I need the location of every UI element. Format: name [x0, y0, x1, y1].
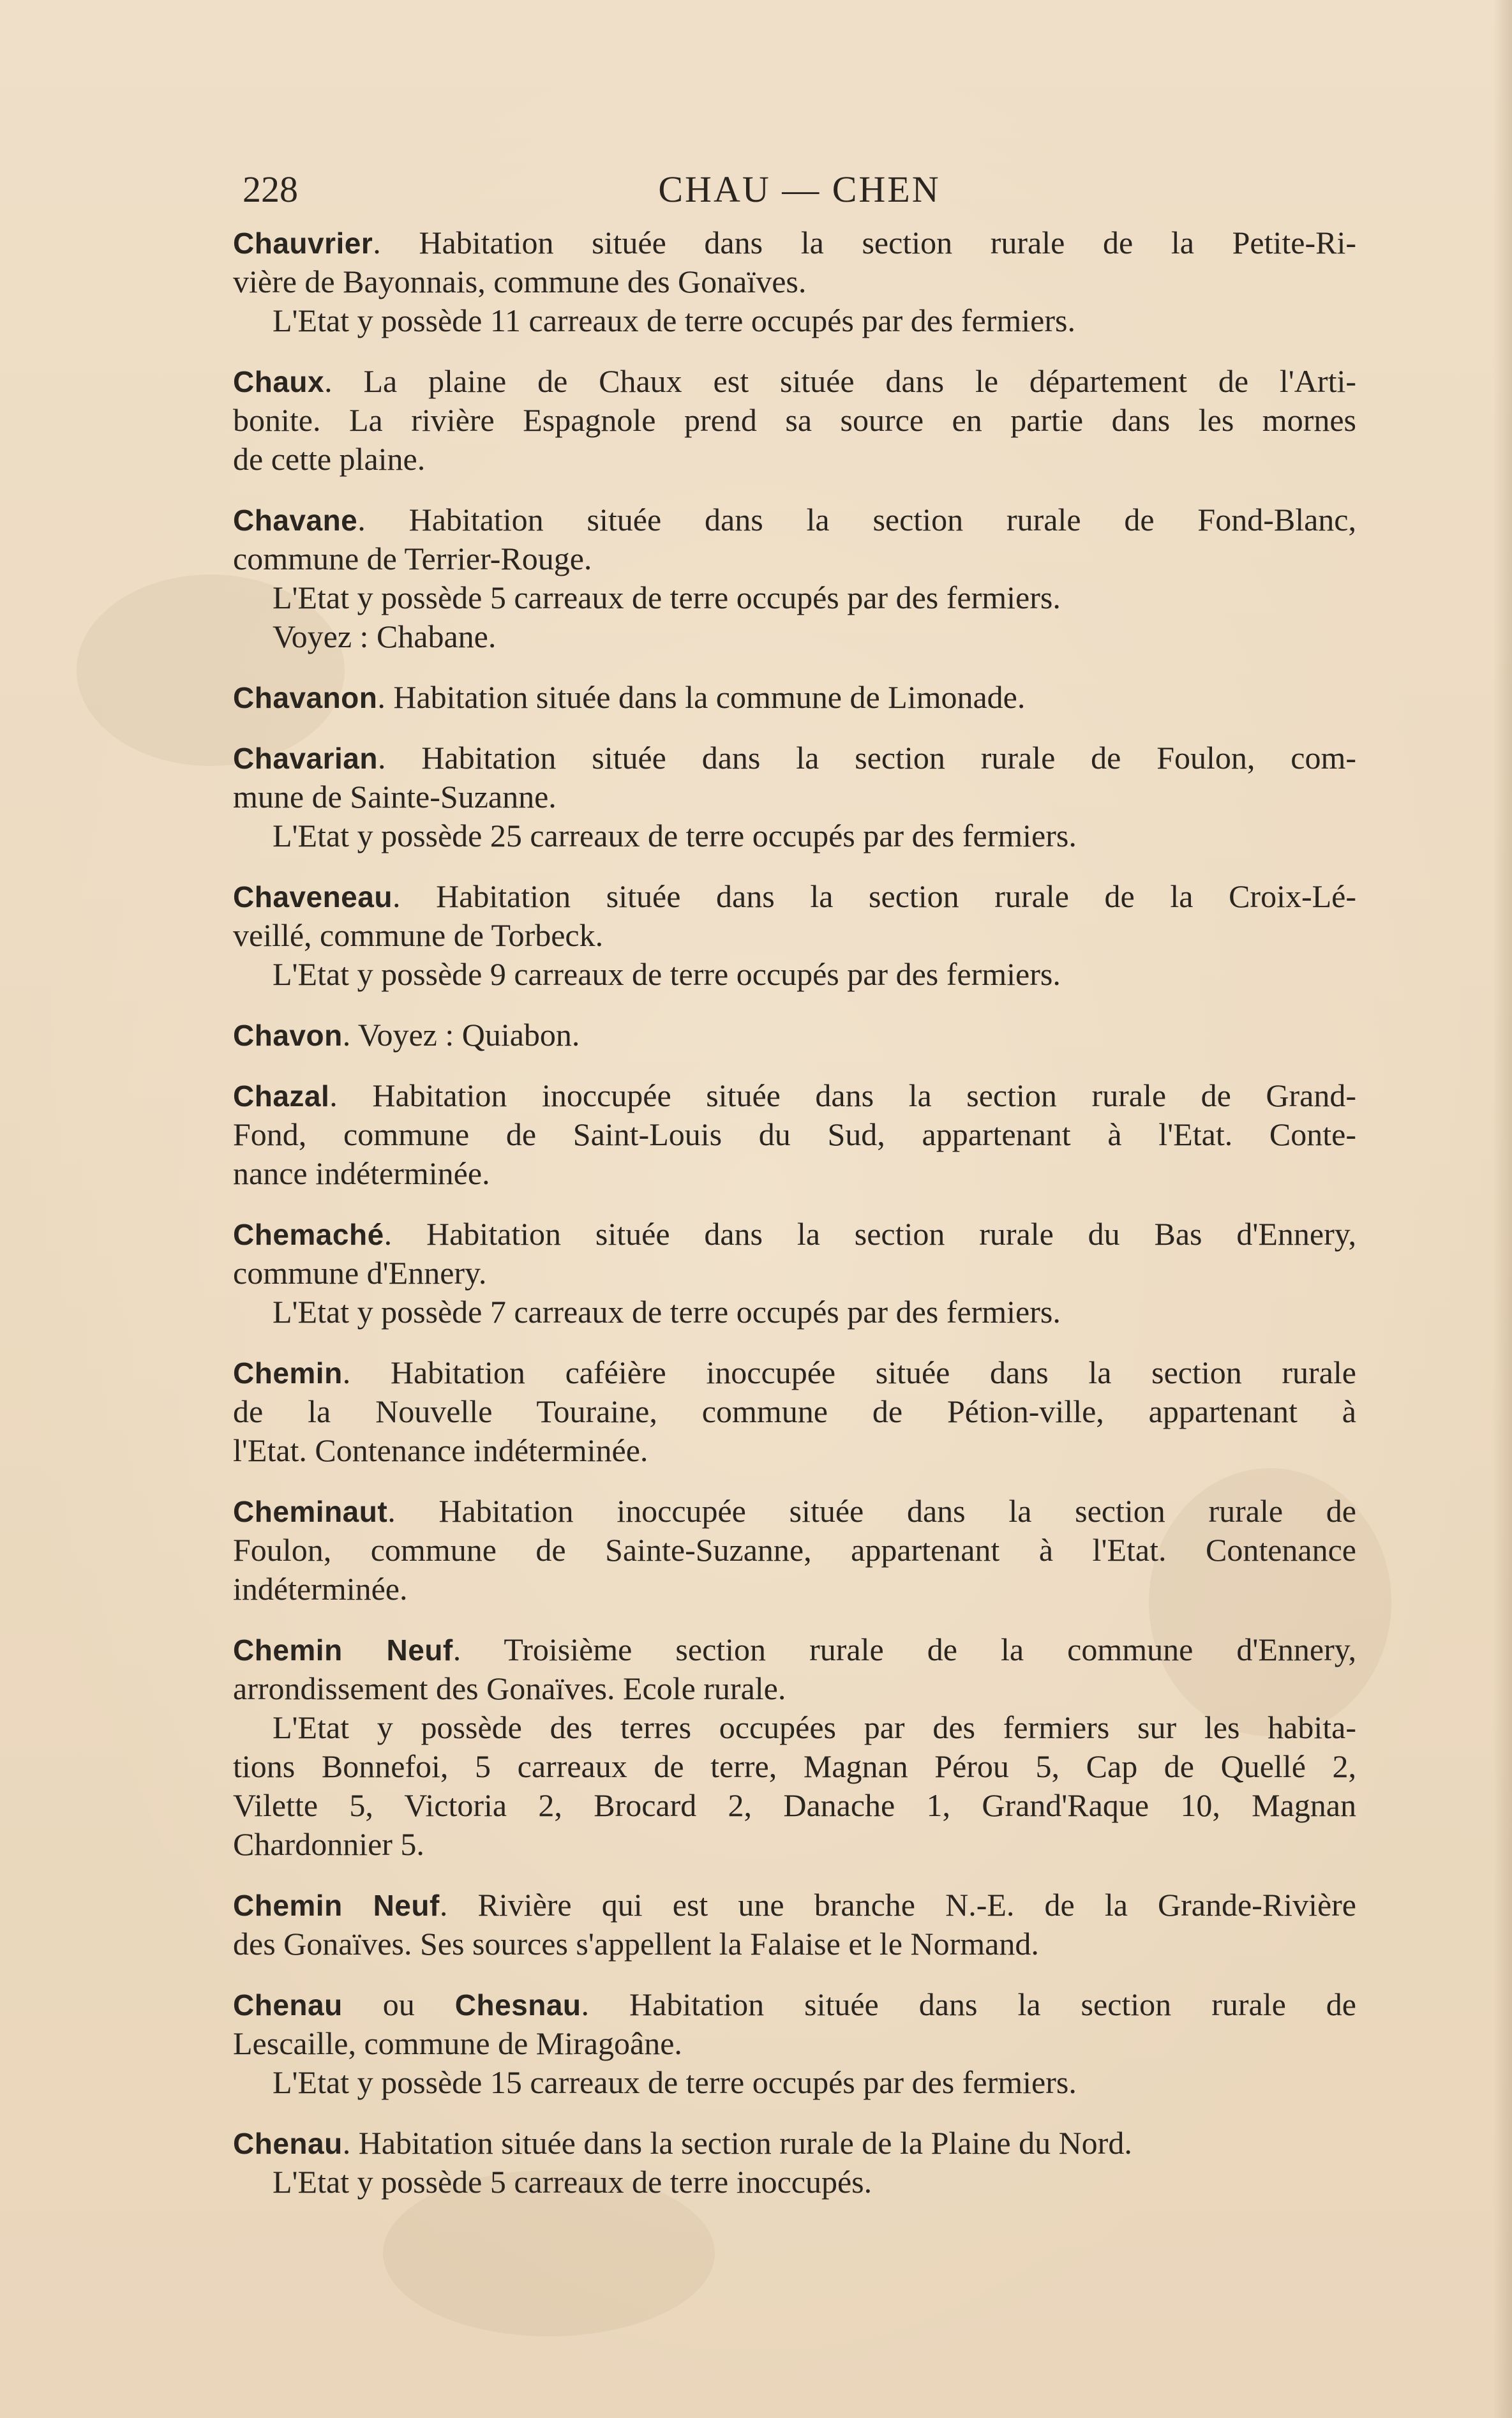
entry-line — [233, 578, 1356, 617]
entry-headword: Chenau — [233, 1988, 343, 2022]
entry-text: . La plaine de Chaux est située dans le département de l'Arti- — [324, 363, 1356, 399]
entry-line — [233, 1492, 1356, 1531]
entry-text: L'Etat y possède 15 carreaux de terre occupés par des fermiers. — [273, 2064, 1077, 2100]
entry-line — [233, 1708, 1356, 1747]
entry-text: . Habitation située dans la section rurale de — [581, 1986, 1357, 2022]
entry-line — [233, 916, 1356, 955]
entry-headword: Chavon — [233, 1019, 343, 1052]
entry-text: . Habitation située dans la section rurale du Bas d'Ennery, — [384, 1216, 1356, 1252]
entry-line — [233, 1570, 1356, 1609]
entry-text: de cette plaine. — [233, 441, 426, 477]
entry-line — [233, 877, 1356, 916]
entry-line — [233, 539, 1356, 578]
entry-headword: Cheminaut — [233, 1495, 388, 1528]
entry-text: . Habitation située dans la section rurale de la Plaine du Nord. — [342, 2125, 1132, 2161]
entry-text: commune d'Ennery. — [233, 1255, 487, 1291]
dictionary-entry — [233, 1630, 1356, 1864]
entry-line — [233, 1215, 1356, 1254]
entry-text: L'Etat y possède des terres occupées par des fermiers sur les habita- — [273, 1709, 1356, 1745]
dictionary-entry — [233, 1886, 1356, 1964]
entry-line — [233, 1886, 1356, 1925]
entry-headword: Chemin Neuf — [233, 1633, 453, 1667]
entry-line — [233, 2063, 1356, 2102]
dictionary-entry — [233, 1492, 1356, 1609]
entry-headword: Chesnau — [454, 1988, 581, 2022]
entry-line — [233, 1254, 1356, 1293]
entry-text: tions Bonnefoi, 5 carreaux de terre, Magnan Pérou 5, Cap de Quellé 2, — [233, 1748, 1356, 1784]
dictionary-entry — [233, 1016, 1356, 1055]
entry-headword: Chauvrier — [233, 227, 373, 260]
entry-line — [233, 1076, 1356, 1115]
page-edge-shadow — [1493, 0, 1512, 2418]
entry-line — [233, 1786, 1356, 1825]
dictionary-entry — [233, 877, 1356, 994]
entry-text: . Habitation inoccupée située dans la section rurale de Grand- — [329, 1078, 1356, 1113]
entry-text: des Gonaïves. Ses sources s'appellent la Falaise et le Normand. — [233, 1926, 1039, 1962]
entry-text: . Habitation située dans la section rurale de Foulon, com- — [377, 740, 1356, 776]
dictionary-entry — [233, 1076, 1356, 1193]
entry-line — [233, 1293, 1356, 1332]
dictionary-entry — [233, 362, 1356, 479]
entry-text: Voyez : Chabane. — [273, 619, 497, 654]
entry-line — [233, 1154, 1356, 1193]
entry-text: Foulon, commune de Sainte-Suzanne, appartenant à l'Etat. Contenance — [233, 1532, 1356, 1568]
entry-line — [233, 1985, 1356, 2024]
dictionary-entry — [233, 1985, 1356, 2102]
entry-text: L'Etat y possède 5 carreaux de terre occupés par des fermiers. — [273, 580, 1061, 615]
entry-line — [233, 1669, 1356, 1708]
entry-text: bonite. La rivière Espagnole prend sa source en partie dans les mornes — [233, 402, 1356, 438]
entry-text: veillé, commune de Torbeck. — [233, 917, 604, 953]
entry-headword: Chaux — [233, 365, 325, 398]
entry-line — [233, 223, 1356, 262]
entry-headword: Chavanon — [233, 681, 378, 714]
entry-headword: Chemin — [233, 1356, 343, 1390]
entry-headword: Chemaché — [233, 1218, 384, 1251]
entry-text: L'Etat y possède 9 carreaux de terre occupés par des fermiers. — [273, 956, 1061, 992]
entry-text: L'Etat y possède 7 carreaux de terre occupés par des fermiers. — [273, 1294, 1061, 1330]
entry-line — [233, 2124, 1356, 2163]
entry-line — [233, 440, 1356, 479]
entry-text: Lescaille, commune de Miragoâne. — [233, 2025, 682, 2061]
entry-text: L'Etat y possède 25 carreaux de terre occupés par des fermiers. — [273, 818, 1077, 853]
entry-line — [233, 2163, 1356, 2202]
entry-line — [233, 1392, 1356, 1431]
entry-line — [233, 262, 1356, 301]
entry-headword: Chenau — [233, 2127, 343, 2160]
entry-text: . Habitation située dans la section rurale de la Petite-Ri- — [373, 225, 1356, 260]
entry-line — [233, 1431, 1356, 1470]
dictionary-entry — [233, 739, 1356, 855]
entry-line — [233, 1747, 1356, 1786]
entry-text: Fond, commune de Saint-Louis du Sud, appartenant à l'Etat. Conte- — [233, 1116, 1356, 1152]
entry-line — [233, 1825, 1356, 1864]
entry-line — [233, 617, 1356, 656]
entry-line — [233, 301, 1356, 340]
entry-line — [233, 1531, 1356, 1570]
entry-text: Vilette 5, Victoria 2, Brocard 2, Danache 1, Grand'Raque 10, Magnan — [233, 1787, 1356, 1823]
entry-line — [233, 1016, 1356, 1055]
entry-text: . Troisième section rurale de la commune d'Ennery, — [453, 1632, 1357, 1667]
dictionary-entry — [233, 1353, 1356, 1470]
entry-text: . Habitation située dans la section rurale de Fond-Blanc, — [357, 502, 1356, 537]
entry-text: . Habitation située dans la section rurale de la Croix-Lé- — [392, 878, 1356, 914]
entry-line — [233, 1925, 1356, 1964]
entry-line — [233, 1630, 1356, 1669]
entry-line — [233, 678, 1356, 717]
entry-line — [233, 777, 1356, 816]
entry-text: vière de Bayonnais, commune des Gonaïves. — [233, 264, 807, 299]
dictionary-entries — [233, 223, 1356, 2223]
entry-text: . Habitation située dans la commune de Limonade. — [377, 679, 1026, 715]
entry-line — [233, 1115, 1356, 1154]
entry-text: mune de Sainte-Suzanne. — [233, 779, 557, 815]
entry-line — [233, 739, 1356, 777]
dictionary-entry — [233, 223, 1356, 340]
entry-text: . Rivière qui est une branche N.-E. de la Grande-Rivière — [439, 1887, 1356, 1923]
entry-headword: Chavarian — [233, 742, 378, 775]
dictionary-entry — [233, 678, 1356, 717]
entry-line — [233, 816, 1356, 855]
entry-line — [233, 2024, 1356, 2063]
entry-line — [233, 1353, 1356, 1392]
entry-text: nance indéterminée. — [233, 1155, 490, 1191]
page-header — [243, 167, 1356, 212]
entry-text: commune de Terrier-Rouge. — [233, 541, 592, 576]
running-head: CHAU — CHEN — [658, 169, 941, 210]
entry-line — [233, 401, 1356, 440]
entry-line — [233, 500, 1356, 539]
dictionary-entry — [233, 500, 1356, 656]
entry-headword: Chavane — [233, 504, 358, 537]
page-number: 228 — [243, 169, 298, 210]
entry-line — [233, 362, 1356, 401]
entry-text: indéterminée. — [233, 1571, 408, 1607]
entry-text: de la Nouvelle Touraine, commune de Pétion-ville, appartenant à — [233, 1393, 1356, 1429]
entry-text: . Habitation inoccupée située dans la section rurale de — [387, 1493, 1356, 1529]
entry-headword: Chazal — [233, 1079, 330, 1113]
entry-text: ou — [342, 1986, 455, 2022]
entry-headword: Chemin Neuf — [233, 1889, 440, 1922]
entry-line — [233, 955, 1356, 994]
dictionary-entry — [233, 1215, 1356, 1332]
dictionary-entry — [233, 2124, 1356, 2202]
entry-headword: Chaveneau — [233, 880, 393, 913]
entry-text: . Voyez : Quiabon. — [342, 1017, 580, 1053]
entry-text: . Habitation caféière inoccupée située dans la section rurale — [342, 1355, 1356, 1390]
entry-text: L'Etat y possède 5 carreaux de terre inoccupés. — [273, 2164, 872, 2200]
entry-text: Chardonnier 5. — [233, 1826, 424, 1862]
entry-text: arrondissement des Gonaïves. Ecole rurale. — [233, 1671, 786, 1706]
entry-text: l'Etat. Contenance indéterminée. — [233, 1432, 648, 1468]
entry-text: L'Etat y possède 11 carreaux de terre occupés par des fermiers. — [273, 303, 1075, 338]
